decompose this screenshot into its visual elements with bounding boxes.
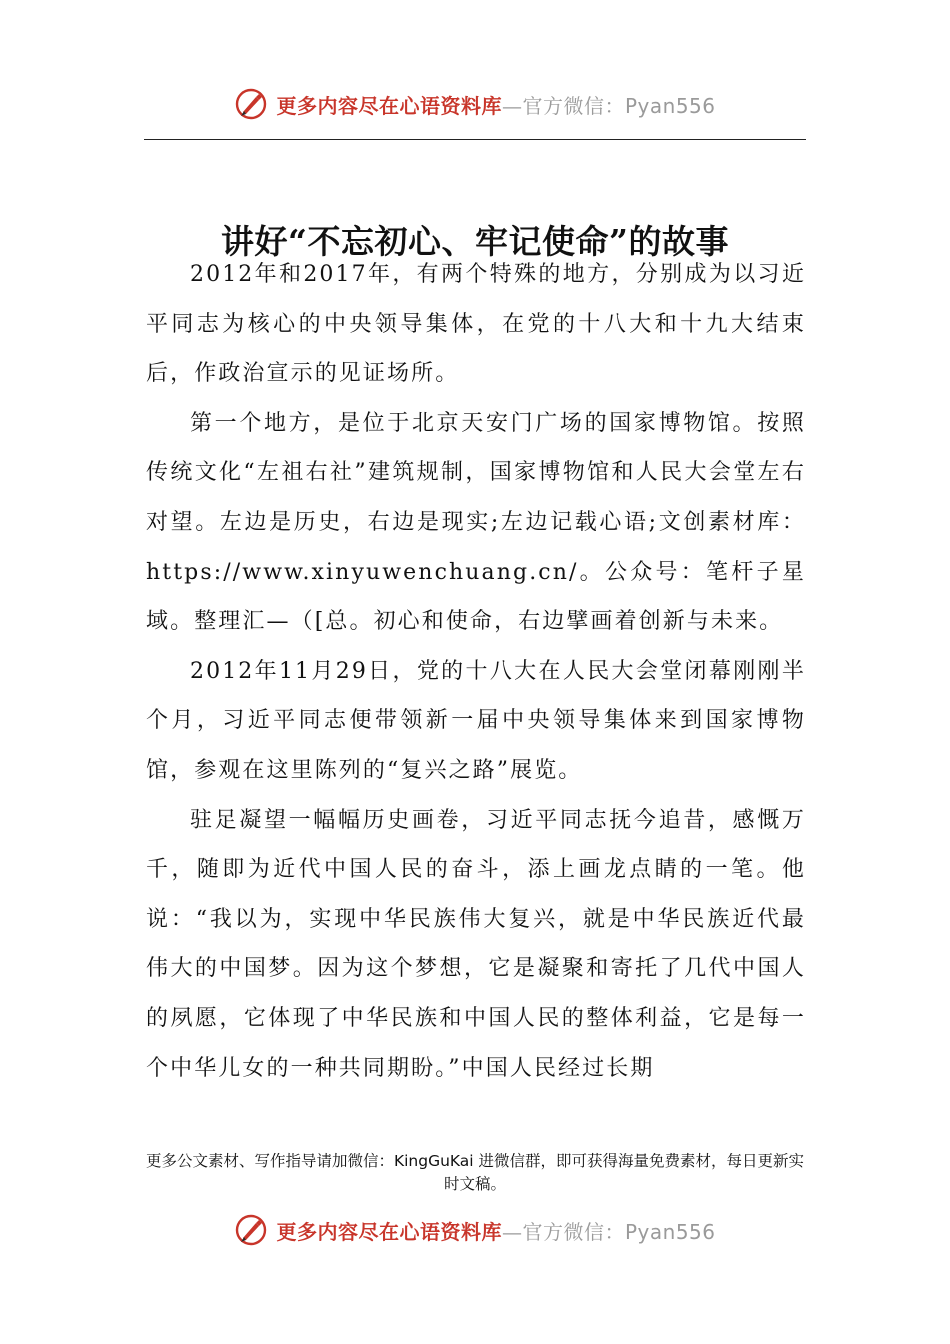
footer-wechat-id: Pyan556 — [624, 1219, 716, 1244]
promo-notice: 更多公文素材、写作指导请加微信：KingGuKai 进微信群，即可获得海量免费素材，每日更新实时文稿。 — [145, 1152, 805, 1193]
header-banner — [0, 82, 950, 126]
footer-separator-text: —官方微信： — [501, 1219, 625, 1244]
pen-in-circle-icon — [234, 87, 268, 121]
paragraph-4: 驻足凝望一幅幅历史画卷，习近平同志抚今追昔，感慨万千，随即为近代中国人民的奋斗，添上画龙点睛的一笔。他说：“我以为，实现中华民族伟大复兴，就是中华民族近代最伟大的中国梦。因为这个梦想，它是凝聚和寄托了几代中国人的夙愿，它体现了中华民族和中国人民的整体利益，它是每一个中华儿女的一种共同期盼。”中国人民经过长期 — [146, 807, 806, 1081]
header-wechat-id: Pyan556 — [624, 93, 716, 118]
header-brand-text: 更多内容尽在心语资料库 — [276, 93, 502, 118]
header-banner-text — [276, 90, 715, 119]
header-separator-text: —官方微信： — [501, 93, 625, 118]
document-title: 讲好“不忘初心、牢记使命”的故事 — [221, 222, 729, 262]
paragraph-1: 2012年和2017年，有两个特殊的地方，分别成为以习近平同志为核心的中央领导集体，在党的十八大和十九大结束后，作政治宣示的见证场所。 — [146, 262, 806, 387]
paragraph-2: 第一个地方，是位于北京天安门广场的国家博物馆。按照传统文化“左祖右社”建筑规制，国家博物馆和人民大会堂左右对望。左边是历史，右边是现实;左边记载心语;文创素材库：https://www.xinyuwenchuang.cn/。公众号：笔杆子星域。整理汇—（[总。初心和使命，右边擘画着创新与未来。 — [146, 410, 806, 635]
pen-in-circle-icon — [234, 1213, 268, 1247]
footer-brand-text: 更多内容尽在心语资料库 — [276, 1219, 502, 1244]
footer-banner-text — [276, 1216, 715, 1245]
paragraph-3: 2012年11月29日，党的十八大在人民大会堂闭幕刚刚半个月，习近平同志便带领新一届中央领导集体来到国家博物馆，参观在这里陈列的“复兴之路”展览。 — [146, 658, 806, 783]
header-divider — [144, 139, 806, 140]
footer-banner — [0, 1208, 950, 1252]
article-body — [146, 250, 806, 1093]
